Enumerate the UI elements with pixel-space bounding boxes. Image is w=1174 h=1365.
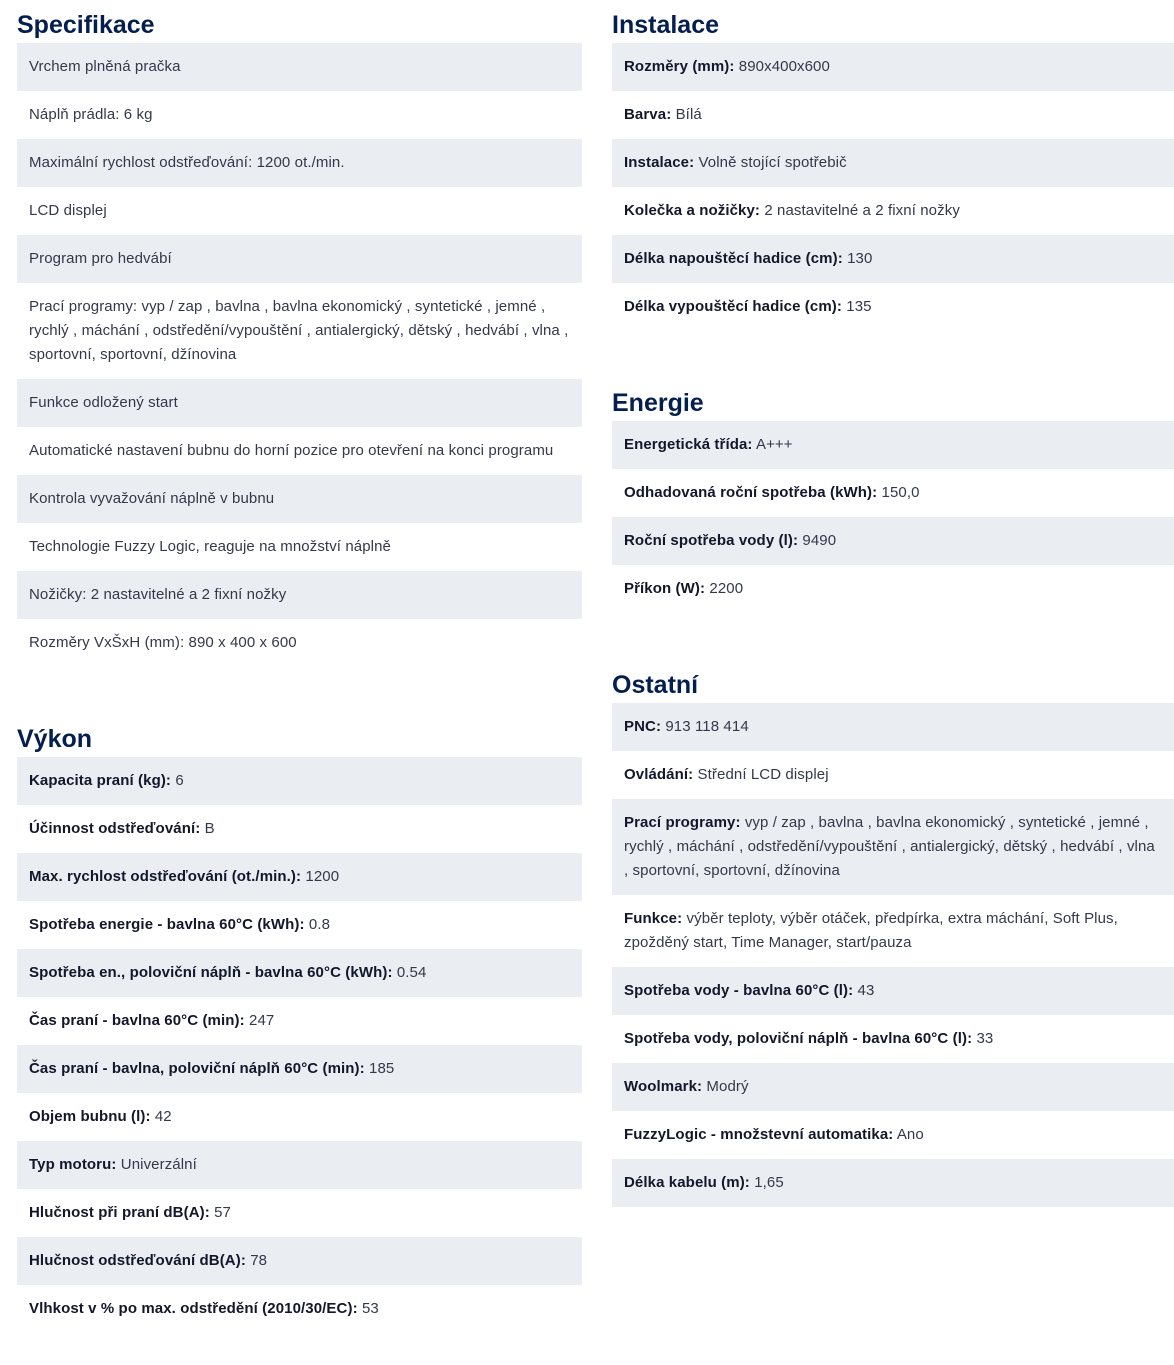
spec-label: Délka vypouštěcí hadice (cm): [624, 298, 842, 315]
spec-row [612, 751, 1174, 799]
spec-label: Energetická třída: [624, 436, 753, 453]
section-title-vykon: Výkon [17, 725, 93, 753]
section-title-instalace: Instalace [612, 11, 720, 39]
spec-label: Funkce: [624, 910, 683, 927]
spec-value: 78 [250, 1252, 268, 1269]
spec-row: Technologie Fuzzy Logic, reaguje na množství náplně [29, 538, 391, 555]
right-column [612, 0, 1174, 1207]
spec-value: 6 [175, 772, 184, 789]
spec-label: Spotřeba energie - bavlna 60°C (kWh): [29, 916, 305, 933]
section-ostatni [612, 660, 1174, 1207]
section-title-energie: Energie [612, 389, 704, 417]
spec-label: Typ motoru: [29, 1156, 117, 1173]
spec-value: 0.54 [396, 964, 427, 981]
spec-value: výběr teploty, výběr otáček, předpírka, extra máchání, Soft Plus, zpožděný start, Time Manager, start/pauza [624, 910, 1118, 951]
spec-row [612, 283, 1174, 331]
spec-row [612, 469, 1174, 517]
spec-row: Kontrola vyvažování náplně v bubnu [17, 475, 582, 523]
spec-row: Prací programy: vyp / zap , bavlna , bavlna ekonomický , syntetické , jemné , rychlý , máchání , odstředění/vypouštění , antialergický, dětský , hedvábí , vlna , sportovní, sportovní, džínovina [29, 298, 569, 363]
spec-value: 913 118 414 [665, 718, 749, 735]
spec-value: 135 [846, 298, 872, 315]
spec-value: 53 [361, 1300, 379, 1317]
spec-row [612, 517, 1174, 565]
spec-row: Vrchem plněná pračka [17, 43, 582, 91]
spec-value: 9490 [802, 532, 837, 549]
spec-label: Délka kabelu (m): [624, 1174, 750, 1191]
spec-value: 0.8 [308, 916, 331, 933]
section-instalace [612, 0, 1174, 331]
spec-label: Čas praní - bavlna 60°C (min): [29, 1012, 245, 1029]
spec-row [612, 1111, 1174, 1159]
spec-label: Prací programy: [624, 814, 741, 831]
spec-label: Hlučnost při praní dB(A): [29, 1204, 210, 1221]
spec-row: Funkce odložený start [17, 379, 582, 427]
spec-list [612, 43, 1174, 331]
spec-label: Spotřeba en., poloviční náplň - bavlna 60°C (kWh): [29, 964, 393, 981]
spec-row: LCD displej [29, 202, 107, 219]
spec-label: Vlhkost v % po max. odstředění (2010/30/EC): [29, 1300, 358, 1317]
spec-label: Max. rychlost odstřeďování (ot./min.): [29, 868, 302, 885]
spec-value: Bílá [675, 106, 702, 123]
left-column [17, 0, 582, 1333]
spec-row [612, 1063, 1174, 1111]
spec-row: Program pro hedvábí [17, 235, 582, 283]
spec-value: 150,0 [881, 484, 920, 501]
spec-row [612, 1159, 1174, 1207]
spec-label: Instalace: [624, 154, 695, 171]
spec-label: Hlučnost odstřeďování dB(A): [29, 1252, 246, 1269]
spec-list [612, 703, 1174, 1207]
spec-label: Ovládání: [624, 766, 694, 783]
spec-label: Spotřeba vody, poloviční náplň - bavlna 60°C (l): [624, 1030, 973, 1047]
spec-value: vyp / zap , bavlna , bavlna ekonomický , syntetické , jemné , rychlý , máchání , odstředění/vypouštění , antialergický, dětský , hedvábí , vlna , sportovní, sportovní, džínovina [624, 814, 1155, 879]
spec-label: Barva: [624, 106, 672, 123]
spec-value: 247 [249, 1012, 275, 1029]
section-title-ostatni: Ostatní [612, 671, 699, 699]
spec-row: Automatické nastavení bubnu do horní pozice pro otevření na konci programu [29, 442, 554, 459]
spec-label: Woolmark: [624, 1078, 703, 1095]
spec-value: 2 nastavitelné a 2 fixní nožky [764, 202, 960, 219]
spec-label: Kolečka a nožičky: [624, 202, 761, 219]
spec-row [612, 187, 1174, 235]
spec-value: Volně stojící spotřebič [698, 154, 847, 171]
spec-label: Délka napouštěcí hadice (cm): [624, 250, 843, 267]
spec-row [612, 139, 1174, 187]
spec-value: 33 [976, 1030, 994, 1047]
spec-row [17, 901, 582, 949]
spec-list [17, 43, 582, 667]
spec-value: Střední LCD displej [697, 766, 829, 783]
spec-value: 57 [214, 1204, 231, 1221]
spec-row [612, 91, 1174, 139]
spec-value: 42 [154, 1108, 172, 1125]
spec-list [612, 421, 1174, 613]
spec-row [612, 967, 1174, 1015]
spec-value: 1200 [305, 868, 340, 885]
spec-value: 1,65 [754, 1174, 784, 1191]
spec-row [17, 757, 582, 805]
spec-label: Odhadovaná roční spotřeba (kWh): [624, 484, 878, 501]
section-vykon [17, 714, 582, 1333]
spec-row [612, 43, 1174, 91]
spec-label: PNC: [624, 718, 662, 735]
spec-row [612, 1015, 1174, 1063]
spec-value: 2200 [709, 580, 744, 597]
spec-row [612, 799, 1174, 895]
spec-row [612, 421, 1174, 469]
section-title-specifikace: Specifikace [17, 11, 155, 39]
spec-label: Příkon (W): [624, 580, 706, 597]
spec-row [17, 997, 582, 1045]
spec-label: Spotřeba vody - bavlna 60°C (l): [624, 982, 854, 999]
spec-row [612, 565, 1174, 613]
spec-label: Roční spotřeba vody (l): [624, 532, 799, 549]
spec-row [17, 853, 582, 901]
spec-value: 130 [847, 250, 873, 267]
spec-label: Rozměry (mm): [624, 58, 735, 75]
spec-row: Rozměry VxŠxH (mm): 890 x 400 x 600 [29, 634, 297, 651]
spec-row [17, 1285, 582, 1333]
spec-list [17, 757, 582, 1333]
spec-value: 890x400x600 [738, 58, 830, 75]
spec-value: Univerzální [120, 1156, 197, 1173]
section-energie [612, 378, 1174, 613]
spec-row [17, 1093, 582, 1141]
spec-row [17, 1237, 582, 1285]
spec-row [17, 1045, 582, 1093]
spec-value: 43 [857, 982, 875, 999]
spec-row: Nožičky: 2 nastavitelné a 2 fixní nožky [17, 571, 582, 619]
spec-row [612, 235, 1174, 283]
spec-value: A+++ [755, 436, 793, 453]
section-specifikace [17, 0, 582, 667]
spec-value: Ano [896, 1126, 924, 1143]
spec-row [612, 703, 1174, 751]
spec-label: Objem bubnu (l): [29, 1108, 151, 1125]
spec-value: B [204, 820, 215, 837]
spec-row [17, 949, 582, 997]
spec-label: FuzzyLogic - množstevní automatika: [624, 1126, 894, 1143]
spec-row: Maximální rychlost odstřeďování: 1200 ot./min. [17, 139, 582, 187]
spec-row: Náplň prádla: 6 kg [29, 106, 153, 123]
spec-label: Čas praní - bavlna, poloviční náplň 60°C (min): [29, 1060, 365, 1077]
spec-value: 185 [369, 1060, 395, 1077]
spec-label: Účinnost odstřeďování: [29, 820, 201, 837]
spec-row [17, 1141, 582, 1189]
spec-row [17, 1189, 582, 1237]
spec-label: Kapacita praní (kg): [29, 772, 172, 789]
spec-row [612, 895, 1174, 967]
spec-value: Modrý [706, 1078, 749, 1095]
spec-row [17, 805, 582, 853]
